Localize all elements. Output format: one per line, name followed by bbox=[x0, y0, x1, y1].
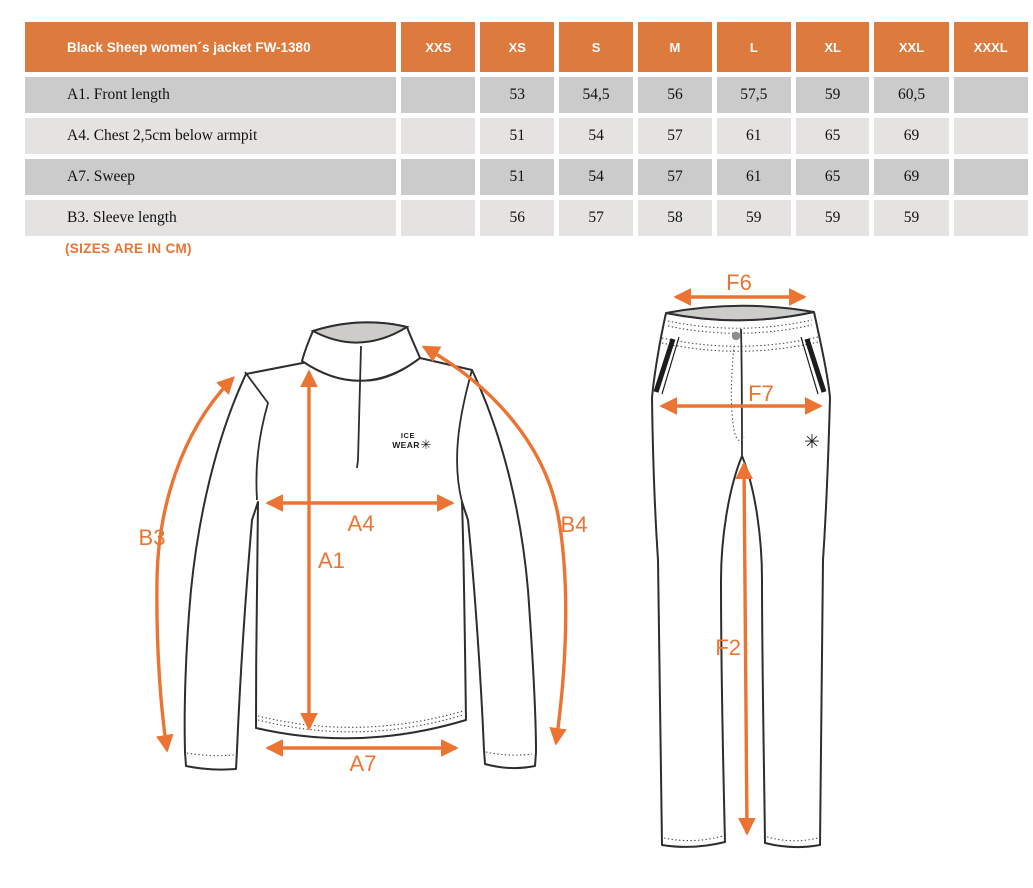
row-label: A7. Sweep bbox=[25, 159, 396, 195]
size-value-cell: 56 bbox=[480, 200, 554, 236]
pants-label-f2: F2 bbox=[715, 635, 741, 660]
size-value-cell: 61 bbox=[717, 159, 791, 195]
size-header-xxxl: XXXL bbox=[954, 22, 1028, 72]
table-title: Black Sheep women´s jacket FW-1380 bbox=[25, 22, 396, 72]
size-header-xxl: XXL bbox=[874, 22, 948, 72]
size-value-cell: 53 bbox=[480, 77, 554, 113]
snowflake-icon: ✳ bbox=[420, 437, 432, 452]
pants-label-f7: F7 bbox=[748, 381, 774, 406]
logo-text-wear: WEAR bbox=[392, 440, 420, 450]
size-value-cell: 54,5 bbox=[559, 77, 633, 113]
size-value-cell: 57 bbox=[638, 159, 712, 195]
size-value-cell: 60,5 bbox=[874, 77, 948, 113]
jacket-label-a7: A7 bbox=[349, 751, 377, 776]
size-header-m: M bbox=[638, 22, 712, 72]
size-value-cell: 59 bbox=[717, 200, 791, 236]
size-value-cell: 57,5 bbox=[717, 77, 791, 113]
jacket-label-b3: B3 bbox=[138, 525, 166, 550]
size-value-cell: 59 bbox=[796, 77, 870, 113]
size-value-cell: 51 bbox=[480, 118, 554, 154]
size-value-cell: 56 bbox=[638, 77, 712, 113]
jacket-label-a4: A4 bbox=[347, 511, 375, 536]
pants-front-seam bbox=[741, 329, 742, 456]
size-header-l: L bbox=[717, 22, 791, 72]
jacket-diagram bbox=[139, 322, 588, 776]
size-header-xl: XL bbox=[796, 22, 870, 72]
jacket-label-b4: B4 bbox=[560, 512, 588, 537]
row-label: B3. Sleeve length bbox=[25, 200, 396, 236]
size-value-cell: 51 bbox=[480, 159, 554, 195]
snowflake-icon: ✳ bbox=[804, 432, 820, 453]
size-value-cell: 57 bbox=[638, 118, 712, 154]
row-label: A4. Chest 2,5cm below armpit bbox=[25, 118, 396, 154]
pants-button bbox=[732, 332, 740, 340]
size-value-cell: 59 bbox=[796, 200, 870, 236]
size-header-xs: XS bbox=[480, 22, 554, 72]
size-header-s: S bbox=[559, 22, 633, 72]
jacket-outline bbox=[185, 358, 536, 770]
pants-label-f6: F6 bbox=[726, 270, 752, 295]
size-value-cell: 54 bbox=[559, 118, 633, 154]
pants-arrow-f2 bbox=[744, 464, 747, 833]
size-value-cell: 54 bbox=[559, 159, 633, 195]
size-value-cell: 58 bbox=[638, 200, 712, 236]
size-value-cell: 61 bbox=[717, 118, 791, 154]
jacket-label-a1: A1 bbox=[318, 548, 345, 573]
pants-diagram bbox=[652, 270, 830, 847]
size-value-cell: 57 bbox=[559, 200, 633, 236]
size-value-cell: 65 bbox=[796, 118, 870, 154]
sizes-note: (SIZES ARE IN CM) bbox=[65, 241, 192, 256]
size-value-cell: 69 bbox=[874, 118, 948, 154]
size-header-xxs: XXS bbox=[401, 22, 475, 72]
logo-text-ice: ICE bbox=[400, 431, 416, 440]
size-value-cell: 65 bbox=[796, 159, 870, 195]
row-label: A1. Front length bbox=[25, 77, 396, 113]
size-value-cell: 59 bbox=[874, 200, 948, 236]
size-value-cell: 69 bbox=[874, 159, 948, 195]
